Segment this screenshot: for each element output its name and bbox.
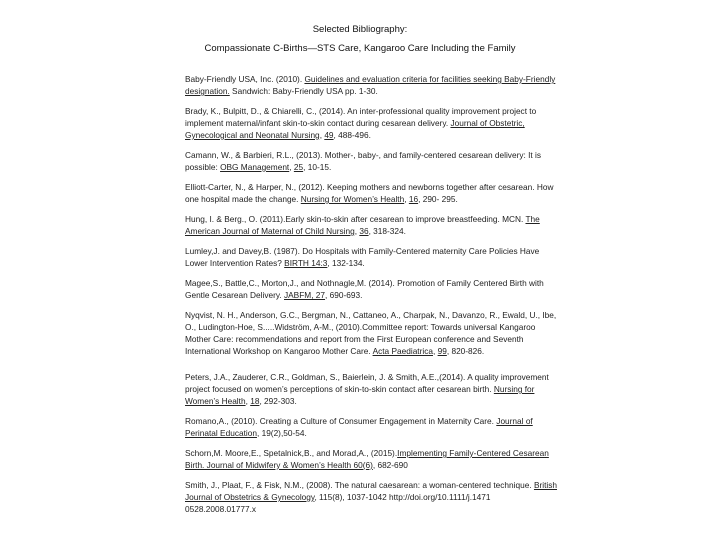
reference-entry xyxy=(185,105,560,141)
reference-text: Nyqvist, N. H., Anderson, G.C., Bergman, N., Cattaneo, A., Charpak, N., Davanzo, R., Ewald, U., Ibe, O., Ludington-Hoe, S.....Widström, A-M., (2010).Committee report: Towards universal Kangaroo Mother Care: recommendations and report from the First European conference and Seventh International Workshop on Kangaroo Mother Care. xyxy=(185,310,557,356)
bibliography-title: Selected Bibliography: xyxy=(312,24,408,35)
reference-underlined-text: Guidelines and evaluation criteria for facilities seeking Baby-Friendly designation. xyxy=(185,74,556,96)
reference-underlined-text: OBG Management xyxy=(220,162,290,172)
reference-text: Elliott-Carter, N., & Harper, N., (2012). Keeping mothers and newborns together after cesarean. How one hospital made the change. xyxy=(185,182,554,204)
reference-text: Romano,A., (2010). Creating a Culture of Consumer Engagement in Maternity Care. xyxy=(185,416,497,426)
reference-text: Peters, J.A., Zauderer, C.R., Goldman, S., Baierlein, J. & Smith, A.E.,(2014). A quality improvement project focused on women’s perceptions of skin-to-skin contact after cesarean birth. xyxy=(185,372,549,394)
reference-underlined-text: Nursing for Women’s Health xyxy=(300,194,405,204)
reference-entry xyxy=(185,277,560,301)
reference-entry xyxy=(185,213,560,237)
reference-text: , 682-690 xyxy=(372,460,408,470)
reference-underlined-text: BIRTH 14:3 xyxy=(284,258,328,268)
reference-underlined-text: British Journal of Obstetrics & Gynecology xyxy=(185,480,558,502)
reference-entry xyxy=(185,415,560,439)
reference-entry xyxy=(185,479,560,515)
bibliography-subtitle: Compassionate C-Births—STS Care, Kangaroo Care Including the Family xyxy=(204,43,516,54)
reference-text: , xyxy=(432,346,438,356)
reference-text: , xyxy=(289,162,294,172)
reference-underlined-text: 36 xyxy=(359,226,369,236)
reference-entry xyxy=(185,309,560,357)
reference-text: , 115(8), 1037-1042 http://doi.org/10.1111/j.1471 0528.2008.01777.x xyxy=(185,492,491,514)
reference-text: , 10-15. xyxy=(303,162,332,172)
reference-entry xyxy=(185,181,560,205)
reference-underlined-text: 25 xyxy=(293,162,304,172)
reference-entry xyxy=(185,245,560,269)
reference-underlined-text: Journal of Obstetric, Gynecological and Neonatal Nursing xyxy=(185,118,525,140)
reference-text: , 690-693. xyxy=(325,290,363,300)
reference-text: Schorn,M. Moore,E., Spetalnick,B., and Morad,A., (2015). xyxy=(185,448,398,458)
reference-entry xyxy=(185,149,560,173)
reference-underlined-text: 99 xyxy=(437,346,447,356)
reference-text: , 318-324. xyxy=(368,226,406,236)
reference-text: Hung, I. & Berg., O. (2011).Early skin-to-skin after cesarean to improve breastfeeding. MCN. xyxy=(185,214,526,224)
reference-underlined-text: 18 xyxy=(250,396,260,406)
reference-text: Lumley,J. and Davey,B. (1987). Do Hospitals with Family-Centered maternity Care Policies Have Lower Intervention Rates? xyxy=(185,246,540,268)
reference-text: , xyxy=(404,194,409,204)
reference-text: , 19(2),50-54. xyxy=(256,428,307,438)
reference-text: Brady, K., Bulpitt, D., & Chiarelli, C., (2014). An inter-professional quality improvement project to implement maternal/infant skin-to-skin contact during cesarean delivery. xyxy=(185,106,537,128)
reference-text: , xyxy=(245,396,251,406)
reference-text: , 488-496. xyxy=(333,130,371,140)
reference-text: , xyxy=(319,130,325,140)
reference-text: Smith, J., Plaat, F., & Fisk, N.M., (2008). The natural caesarean: a woman-centered technique. xyxy=(185,480,534,490)
reference-underlined-text: Implementing Family-Centered Cesarean Birth. Journal of Midwifery & Women’s Health 60(6) xyxy=(185,448,549,470)
reference-underlined-text: The American Journal of Maternal of Child Nursing xyxy=(185,214,540,236)
reference-entry xyxy=(185,73,560,97)
reference-text: , 292-303. xyxy=(259,396,297,406)
reference-underlined-text: JABFM, 27 xyxy=(284,290,326,300)
reference-text: , 290- 295. xyxy=(418,194,458,204)
reference-underlined-text: 49 xyxy=(324,130,334,140)
reference-text: Sandwich: Baby-Friendly USA pp. 1-30. xyxy=(229,86,378,96)
reference-text: , 132-134. xyxy=(327,258,365,268)
reference-underlined-text: 16 xyxy=(408,194,419,204)
reference-text: Baby-Friendly USA, Inc. (2010). xyxy=(185,74,305,84)
reference-text: , 820-826. xyxy=(446,346,485,356)
reference-list xyxy=(185,73,560,523)
reference-text: Magee,S., Battle,C., Morton,J., and Nothnagle,M. (2014). Promotion of Family Centered Birth with Gentle Cesarean Delivery. xyxy=(185,278,544,300)
reference-entry xyxy=(185,371,560,407)
reference-text: , xyxy=(354,226,360,236)
reference-entry xyxy=(185,447,560,471)
reference-underlined-text: Nursing for Women’s Health xyxy=(185,384,535,406)
reference-underlined-text: Journal of Perinatal Education xyxy=(185,416,533,438)
reference-text: Camann, W., & Barbieri, R.L., (2013). Mother-, baby-, and family-centered cesarean delivery: It is possible: xyxy=(185,150,541,172)
reference-underlined-text: Acta Paediatrica xyxy=(372,346,433,356)
